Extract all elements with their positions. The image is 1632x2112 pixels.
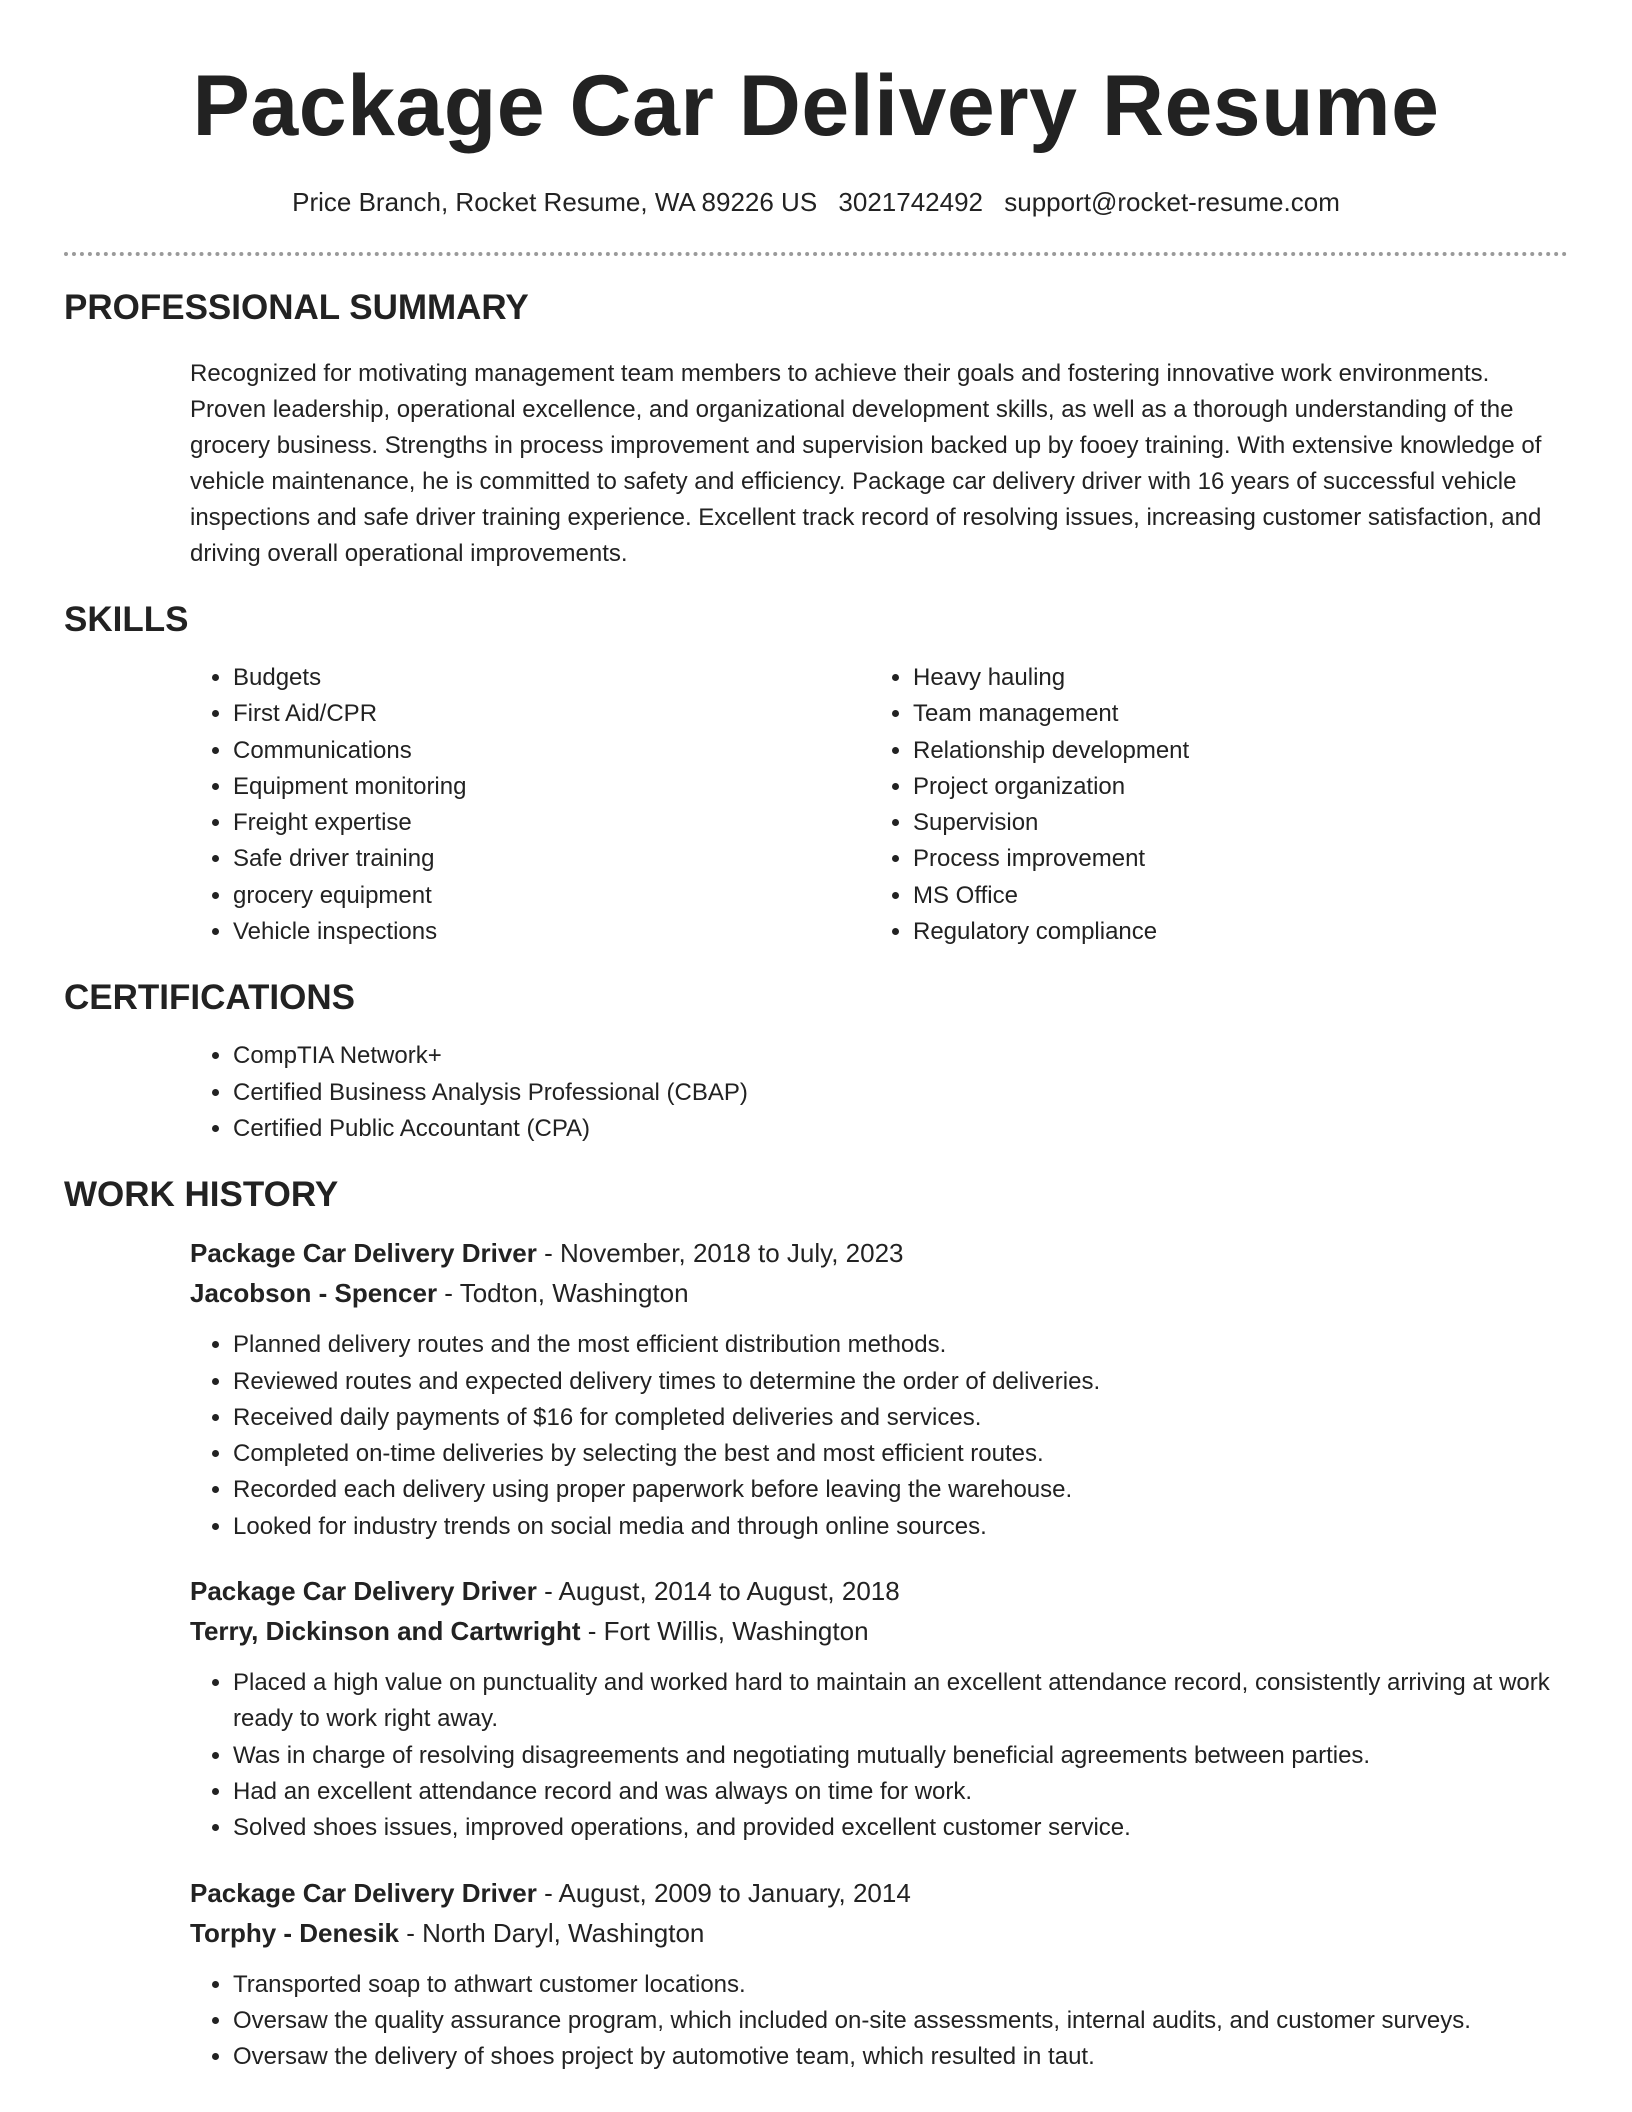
- skill-item: • Equipment monitoring: [233, 769, 870, 805]
- skill-item: • Regulatory compliance: [913, 914, 1550, 950]
- job-location: - Todton, Washington: [437, 1278, 689, 1309]
- skills-heading: SKILLS: [64, 600, 189, 639]
- summary-text: Recognized for motivating management team members to achieve their goals and fostering innovative work environments. Proven leadership, operational excellence, and organizational development skills, as well as a thorough understanding of the grocery business. Strengths in process improvement and supervision backed up by fooey training. With extensive knowledge of vehicle maintenance, he is committed to safety and efficiency. Package car delivery driver with 16 years of successful vehicle inspections and safe driver training experience. Excellent track record of resolving issues, increasing customer satisfaction, and driving overall operational improvements.: [190, 360, 1542, 567]
- job-title-line: [190, 1233, 1568, 1273]
- job-entry: [190, 1873, 1568, 2076]
- skill-item: • Supervision: [913, 805, 1550, 841]
- skill-item: • Freight expertise: [233, 805, 870, 841]
- skill-item: • Process improvement: [913, 841, 1550, 877]
- certification-item: • Certified Business Analysis Professional (CBAP): [233, 1075, 1568, 1111]
- skill-item: • Communications: [233, 733, 870, 769]
- certification-item: • CompTIA Network+: [233, 1038, 1568, 1074]
- job-bullet: • Was in charge of resolving disagreements and negotiating mutually beneficial agreements between parties.: [233, 1738, 1568, 1774]
- contact-address: Price Branch, Rocket Resume, WA 89226 US: [292, 187, 818, 217]
- job-dates: - August, 2009 to January, 2014: [536, 1877, 911, 1908]
- job-dates: - August, 2014 to August, 2018: [536, 1576, 900, 1607]
- certifications-heading: CERTIFICATIONS: [64, 978, 356, 1018]
- job-bullet: • Solved shoes issues, improved operations, and provided excellent customer service.: [233, 1810, 1568, 1846]
- job-location: - Fort Willis, Washington: [580, 1616, 869, 1647]
- job-bullets: [190, 1967, 1568, 2076]
- skills-columns: [190, 660, 1568, 950]
- job-company: Torphy - Denesik: [190, 1917, 400, 1948]
- skill-item: • MS Office: [913, 878, 1550, 914]
- job-bullet: • Placed a high value on punctuality and worked hard to maintain an excellent attendance record, consistently arriving at work ready to work right away.: [233, 1665, 1568, 1738]
- skill-item: • grocery equipment: [233, 878, 870, 914]
- contact-phone: 3021742492: [838, 187, 984, 217]
- job-company: Terry, Dickinson and Cartwright: [190, 1616, 581, 1647]
- certifications-section: [64, 976, 1568, 1147]
- skill-item: • Team management: [913, 696, 1550, 732]
- skill-item: • Project organization: [913, 769, 1550, 805]
- skill-item: • Heavy hauling: [913, 660, 1550, 696]
- skill-item: • Relationship development: [913, 733, 1550, 769]
- job-title: Package Car Delivery Driver: [190, 1877, 537, 1908]
- job-dates: - November, 2018 to July, 2023: [536, 1238, 904, 1269]
- job-bullet: • Planned delivery routes and the most efficient distribution methods.: [233, 1327, 1568, 1363]
- job-title: Package Car Delivery Driver: [190, 1238, 537, 1269]
- header-divider: [64, 252, 1568, 256]
- job-title-line: [190, 1873, 1568, 1913]
- job-title: Package Car Delivery Driver: [190, 1576, 537, 1607]
- certifications-list: [190, 1038, 1568, 1147]
- skill-item: • First Aid/CPR: [233, 696, 870, 732]
- job-title-line: [190, 1571, 1568, 1611]
- job-bullet: • Recorded each delivery using proper paperwork before leaving the warehouse.: [233, 1472, 1568, 1508]
- job-bullets: [190, 1327, 1568, 1545]
- job-company: Jacobson - Spencer: [190, 1278, 438, 1309]
- job-bullets: [190, 1665, 1568, 1846]
- skill-item: • Vehicle inspections: [233, 914, 870, 950]
- job-bullet: • Reviewed routes and expected delivery times to determine the order of deliveries.: [233, 1364, 1568, 1400]
- skill-item: • Budgets: [233, 660, 870, 696]
- job-company-line: [190, 1273, 1568, 1313]
- job-bullet: • Looked for industry trends on social media and through online sources.: [233, 1509, 1568, 1545]
- job-entry: [190, 1571, 1568, 1846]
- resume-title: Package Car Delivery Resume: [192, 58, 1440, 154]
- skills-column-left: [190, 660, 870, 950]
- job-bullet: • Had an excellent attendance record and was always on time for work.: [233, 1774, 1568, 1810]
- work-history-section: [64, 1173, 1568, 2075]
- job-company-line: [190, 1611, 1568, 1651]
- summary-section: [64, 286, 1568, 572]
- contact-line: [64, 186, 1568, 218]
- job-location: - North Daryl, Washington: [399, 1917, 705, 1948]
- contact-email: support@rocket-resume.com: [1004, 187, 1340, 217]
- job-bullet: • Completed on-time deliveries by selecting the best and most efficient routes.: [233, 1436, 1568, 1472]
- skills-section: [64, 598, 1568, 950]
- skills-column-right: [870, 660, 1550, 950]
- job-bullet: • Received daily payments of $16 for completed deliveries and services.: [233, 1400, 1568, 1436]
- job-bullet: • Oversaw the quality assurance program, which included on-site assessments, internal audits, and customer surveys.: [233, 2003, 1568, 2039]
- certification-item: • Certified Public Accountant (CPA): [233, 1111, 1568, 1147]
- summary-heading: PROFESSIONAL SUMMARY: [64, 288, 529, 327]
- work-history-heading: WORK HISTORY: [64, 1175, 339, 1215]
- job-bullet: • Oversaw the delivery of shoes project by automotive team, which resulted in taut.: [233, 2039, 1568, 2075]
- job-bullet: • Transported soap to athwart customer locations.: [233, 1967, 1568, 2003]
- job-entry: [190, 1233, 1568, 1545]
- job-company-line: [190, 1913, 1568, 1953]
- skill-item: • Safe driver training: [233, 841, 870, 877]
